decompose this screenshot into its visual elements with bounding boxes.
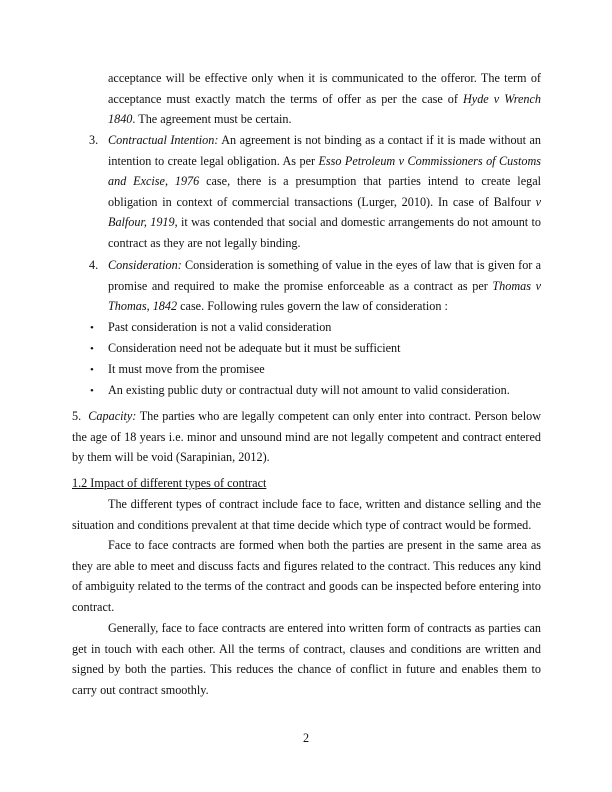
case-balfour: v Balfour, 1919 <box>108 194 541 230</box>
item3-marker: 3. <box>89 133 99 147</box>
list-item: Consideration need not be adequate but it must be sufficient <box>108 341 401 355</box>
list-item: An existing public duty or contractual duty will not amount to valid consideration. <box>108 383 510 397</box>
bullet-glyph: • <box>90 343 94 355</box>
item-consideration <box>89 255 542 317</box>
bullet-glyph: • <box>90 385 94 397</box>
case-hyde-v-wrench: Hyde v Wrench 1840 <box>108 91 541 127</box>
item4-text-2: case. Following rules govern the law of consideration : <box>177 299 448 314</box>
bullet-glyph: • <box>90 322 94 334</box>
list-item: It must move from the promisee <box>108 362 265 376</box>
item-capacity <box>72 406 541 468</box>
list-item: Past consideration is not a valid consideration <box>108 320 332 334</box>
item4-text-1: Consideration is something of value in the eyes of law that is given for a promise and required to make the promise enforceable as a contract as per <box>108 258 541 293</box>
item5-label: Capacity: <box>88 409 137 423</box>
bullet-glyph: • <box>90 364 94 376</box>
paragraph: The different types of contract include face to face, written and distance selling and the situation and conditions prevalent at that time decide which type of contract would be formed. <box>72 497 541 532</box>
cont-text-2: . The agreement must be certain. <box>132 112 292 127</box>
paragraph: Face to face contracts are formed when both the parties are present in the same area as they are able to meet and discuss facts and figures related to the contract. This reduces any kind of ambiguity related to the terms of the contract and goods can be inspected before entering into contract. <box>72 538 541 614</box>
item3-text-1: An agreement is not binding as a contact if it is made without an intention to create legal obligation. As per <box>108 133 542 168</box>
item3-label: Contractual Intention: <box>108 133 219 147</box>
item-contractual-intention <box>89 130 542 254</box>
item2-continuation <box>108 68 541 130</box>
item4-label: Consideration: <box>108 258 182 272</box>
item4-marker: 4. <box>89 258 99 272</box>
case-esso-petroleum: Esso Petroleum v Commissioners of Customs and Excise, 1976 <box>108 153 541 189</box>
page-number: 2 <box>302 731 310 745</box>
item5-text: The parties who are legally competent can only enter into contract. Person below the age of 18 years i.e. minor and unsound mind are not legally competent and contract entered by them will be void (Sarapinian, 2012). <box>72 409 541 465</box>
item3-text-3: , it was contended that social and domestic arrangements do not amount to contract as they are not legally binding. <box>108 215 541 250</box>
item3-text-2: case, there is a presumption that parties intend to create legal obligation in context of commercial transactions (Lurger, 2010). In case of Balfour <box>108 174 541 209</box>
case-thomas-v-thomas: Thomas v Thomas, 1842 <box>108 278 542 314</box>
paragraph: Generally, face to face contracts are entered into written form of contracts as parties can get in touch with each other. All the terms of contract, clauses and conditions are written and signed by both the parties. This reduces the chance of conflict in future and enables them to carry out contract smoothly. <box>72 621 541 697</box>
item5-marker: 5. <box>72 409 82 423</box>
section-heading: 1.2 Impact of different types of contract <box>72 476 267 490</box>
cont-text-1: acceptance will be effective only when it is communicated to the offeror. The term of acceptance must exactly match the terms of offer as per the case of <box>108 71 541 106</box>
